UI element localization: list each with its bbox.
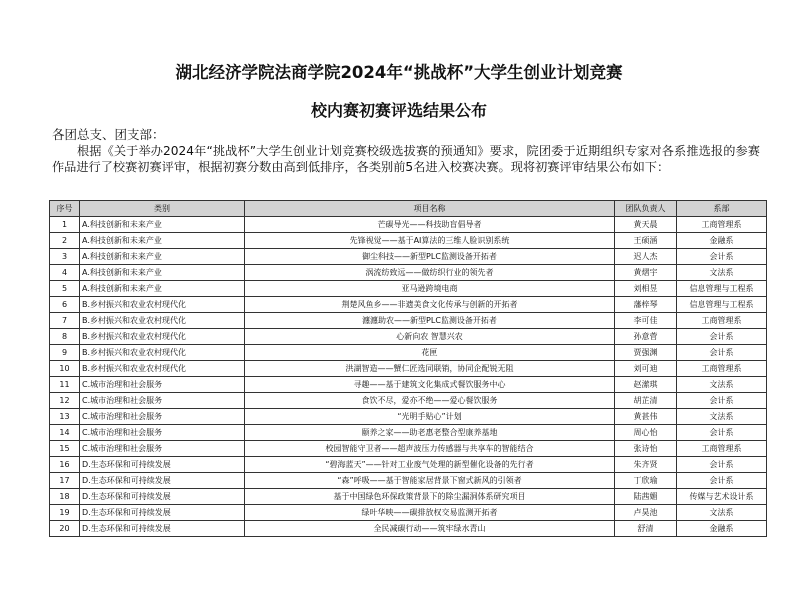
row-category: A.科技创新和未来产业 <box>80 265 245 281</box>
table-row <box>50 505 767 521</box>
row-project: 洪湖智造——蟹仁匠选同联销，协同企配锐无阻 <box>245 361 615 377</box>
row-number: 18 <box>50 489 80 505</box>
row-number: 6 <box>50 297 80 313</box>
row-category: A.科技创新和未来产业 <box>80 281 245 297</box>
header-dept: 系部 <box>677 201 767 217</box>
row-dept: 金融系 <box>677 233 767 249</box>
row-project: 芒碳导光——科技助盲倡导者 <box>245 217 615 233</box>
row-number: 1 <box>50 217 80 233</box>
row-dept: 工商管理系 <box>677 313 767 329</box>
row-category: B.乡村振兴和农业农村现代化 <box>80 297 245 313</box>
row-number: 13 <box>50 409 80 425</box>
table-row <box>50 441 767 457</box>
row-dept: 工商管理系 <box>677 361 767 377</box>
row-leader: 陆茜媚 <box>615 489 677 505</box>
row-dept: 文法系 <box>677 505 767 521</box>
table-row <box>50 425 767 441</box>
salutation: 各团总支、团支部： <box>52 127 165 142</box>
row-category: B.乡村振兴和农业农村现代化 <box>80 313 245 329</box>
row-project: 食饮不尽，爱亦不绝——爱心餐饮服务 <box>245 393 615 409</box>
row-leader: 黄甚伟 <box>615 409 677 425</box>
row-project: “光明手贴心”计划 <box>245 409 615 425</box>
row-leader: 藩梓琴 <box>615 297 677 313</box>
row-project: 御尘科技——新型PLC监测设备开拓者 <box>245 249 615 265</box>
row-project: 心新向农 智慧兴农 <box>245 329 615 345</box>
row-project: 绿叶华映——碳排放权交易监测开拓者 <box>245 505 615 521</box>
row-leader: 朱齐贤 <box>615 457 677 473</box>
row-number: 17 <box>50 473 80 489</box>
row-leader: 舒清 <box>615 521 677 537</box>
row-project: 花匣 <box>245 345 615 361</box>
table-row <box>50 313 767 329</box>
row-category: B.乡村振兴和农业农村现代化 <box>80 329 245 345</box>
row-category: C.城市治理和社会服务 <box>80 441 245 457</box>
row-leader: 刘可迪 <box>615 361 677 377</box>
row-number: 3 <box>50 249 80 265</box>
row-project: 校园智能守卫者——超声波压力传感器与共享车的智能结合 <box>245 441 615 457</box>
row-dept: 文法系 <box>677 377 767 393</box>
row-category: C.城市治理和社会服务 <box>80 393 245 409</box>
table-row <box>50 393 767 409</box>
table-row <box>50 329 767 345</box>
header-leader: 团队负责人 <box>615 201 677 217</box>
page-bottom-margin <box>0 548 798 589</box>
row-project: 荆楚风鱼乡——非遗美食文化传承与创新的开拓者 <box>245 297 615 313</box>
row-number: 8 <box>50 329 80 345</box>
table-row <box>50 345 767 361</box>
row-number: 5 <box>50 281 80 297</box>
row-number: 19 <box>50 505 80 521</box>
row-dept: 会计系 <box>677 393 767 409</box>
table-row <box>50 457 767 473</box>
row-dept: 工商管理系 <box>677 217 767 233</box>
row-category: D.生态环保和可持续发展 <box>80 473 245 489</box>
row-project: 瀍瀍助农——新型PLC监测设备开拓者 <box>245 313 615 329</box>
row-leader: 黄天晨 <box>615 217 677 233</box>
row-project: 全民减碳行动——筑牢绿水青山 <box>245 521 615 537</box>
row-dept: 会计系 <box>677 473 767 489</box>
row-leader: 刘相昱 <box>615 281 677 297</box>
row-category: A.科技创新和未来产业 <box>80 217 245 233</box>
row-dept: 文法系 <box>677 409 767 425</box>
row-project: “森”呼吸——基于智能家居背景下窗式新风的引领者 <box>245 473 615 489</box>
row-leader: 胡芷清 <box>615 393 677 409</box>
row-number: 7 <box>50 313 80 329</box>
row-number: 9 <box>50 345 80 361</box>
row-project: 涡流纺致远——做纺织行业的领先者 <box>245 265 615 281</box>
row-dept: 信息管理与工程系 <box>677 281 767 297</box>
row-category: C.城市治理和社会服务 <box>80 409 245 425</box>
row-number: 11 <box>50 377 80 393</box>
table-body <box>50 217 767 537</box>
row-leader: 卢昊池 <box>615 505 677 521</box>
row-number: 10 <box>50 361 80 377</box>
table-row <box>50 361 767 377</box>
row-leader: 孙意菅 <box>615 329 677 345</box>
row-number: 15 <box>50 441 80 457</box>
row-dept: 会计系 <box>677 329 767 345</box>
row-number: 14 <box>50 425 80 441</box>
row-project: 基于中国绿色环保政策背景下的除尘漏洞体系研究项目 <box>245 489 615 505</box>
header-category: 类别 <box>80 201 245 217</box>
row-leader: 张诗怡 <box>615 441 677 457</box>
row-dept: 会计系 <box>677 457 767 473</box>
row-leader: 赵潆琪 <box>615 377 677 393</box>
row-number: 20 <box>50 521 80 537</box>
row-dept: 信息管理与工程系 <box>677 297 767 313</box>
table-row <box>50 233 767 249</box>
row-category: D.生态环保和可持续发展 <box>80 505 245 521</box>
row-number: 16 <box>50 457 80 473</box>
row-project: 先锋视觉——基于AI算法的三维人脸识别系统 <box>245 233 615 249</box>
table-row <box>50 409 767 425</box>
row-leader: 王硕涵 <box>615 233 677 249</box>
row-dept: 金融系 <box>677 521 767 537</box>
results-table <box>49 200 767 537</box>
row-leader: 黄熠宇 <box>615 265 677 281</box>
row-project: 亚马逊跨境电商 <box>245 281 615 297</box>
table-row <box>50 473 767 489</box>
row-leader: 迟人杰 <box>615 249 677 265</box>
row-dept: 会计系 <box>677 425 767 441</box>
row-project: 颐养之家——助老惠老整合型康养基地 <box>245 425 615 441</box>
row-leader: 李可佳 <box>615 313 677 329</box>
header-project: 项目名称 <box>245 201 615 217</box>
row-dept: 文法系 <box>677 265 767 281</box>
row-category: B.乡村振兴和农业农村现代化 <box>80 361 245 377</box>
body-paragraph: 根据《关于举办2024年“挑战杯”大学生创业计划竞赛校级选拔赛的预通知》要求，院团委于近期组织专家对各系推选报的参赛作品进行了校赛初赛评审，根据初赛分数由高到低排序，各类别前5名进入校赛决赛。现将初赛评审结果公布如下： <box>52 144 760 174</box>
row-leader: 周心怡 <box>615 425 677 441</box>
row-category: C.城市治理和社会服务 <box>80 425 245 441</box>
row-number: 12 <box>50 393 80 409</box>
row-project: 寻趣——基于建筑文化集成式餐饮服务中心 <box>245 377 615 393</box>
table-row <box>50 297 767 313</box>
table-row <box>50 281 767 297</box>
table-row <box>50 265 767 281</box>
table-row <box>50 249 767 265</box>
row-category: A.科技创新和未来产业 <box>80 249 245 265</box>
row-category: D.生态环保和可持续发展 <box>80 457 245 473</box>
row-project: “碧海蓝天”——针对工业废气处理的新型催化设备的先行者 <box>245 457 615 473</box>
document-subtitle: 校内赛初赛评选结果公布 <box>310 101 487 120</box>
document-title: 湖北经济学院法商学院2024年“挑战杯”大学生创业计划竞赛 <box>175 63 623 82</box>
row-category: C.城市治理和社会服务 <box>80 377 245 393</box>
row-dept: 会计系 <box>677 345 767 361</box>
header-no: 序号 <box>50 201 80 217</box>
row-dept: 会计系 <box>677 249 767 265</box>
row-category: B.乡村振兴和农业农村现代化 <box>80 345 245 361</box>
row-number: 4 <box>50 265 80 281</box>
row-dept: 传媒与艺术设计系 <box>677 489 767 505</box>
table-row <box>50 521 767 537</box>
row-category: D.生态环保和可持续发展 <box>80 489 245 505</box>
row-category: D.生态环保和可持续发展 <box>80 521 245 537</box>
table-row <box>50 217 767 233</box>
row-category: A.科技创新和未来产业 <box>80 233 245 249</box>
table-header-row <box>50 201 767 217</box>
row-leader: 贾强渊 <box>615 345 677 361</box>
table-row <box>50 489 767 505</box>
row-dept: 工商管理系 <box>677 441 767 457</box>
row-number: 2 <box>50 233 80 249</box>
row-leader: 丁欣瑜 <box>615 473 677 489</box>
table-row <box>50 377 767 393</box>
